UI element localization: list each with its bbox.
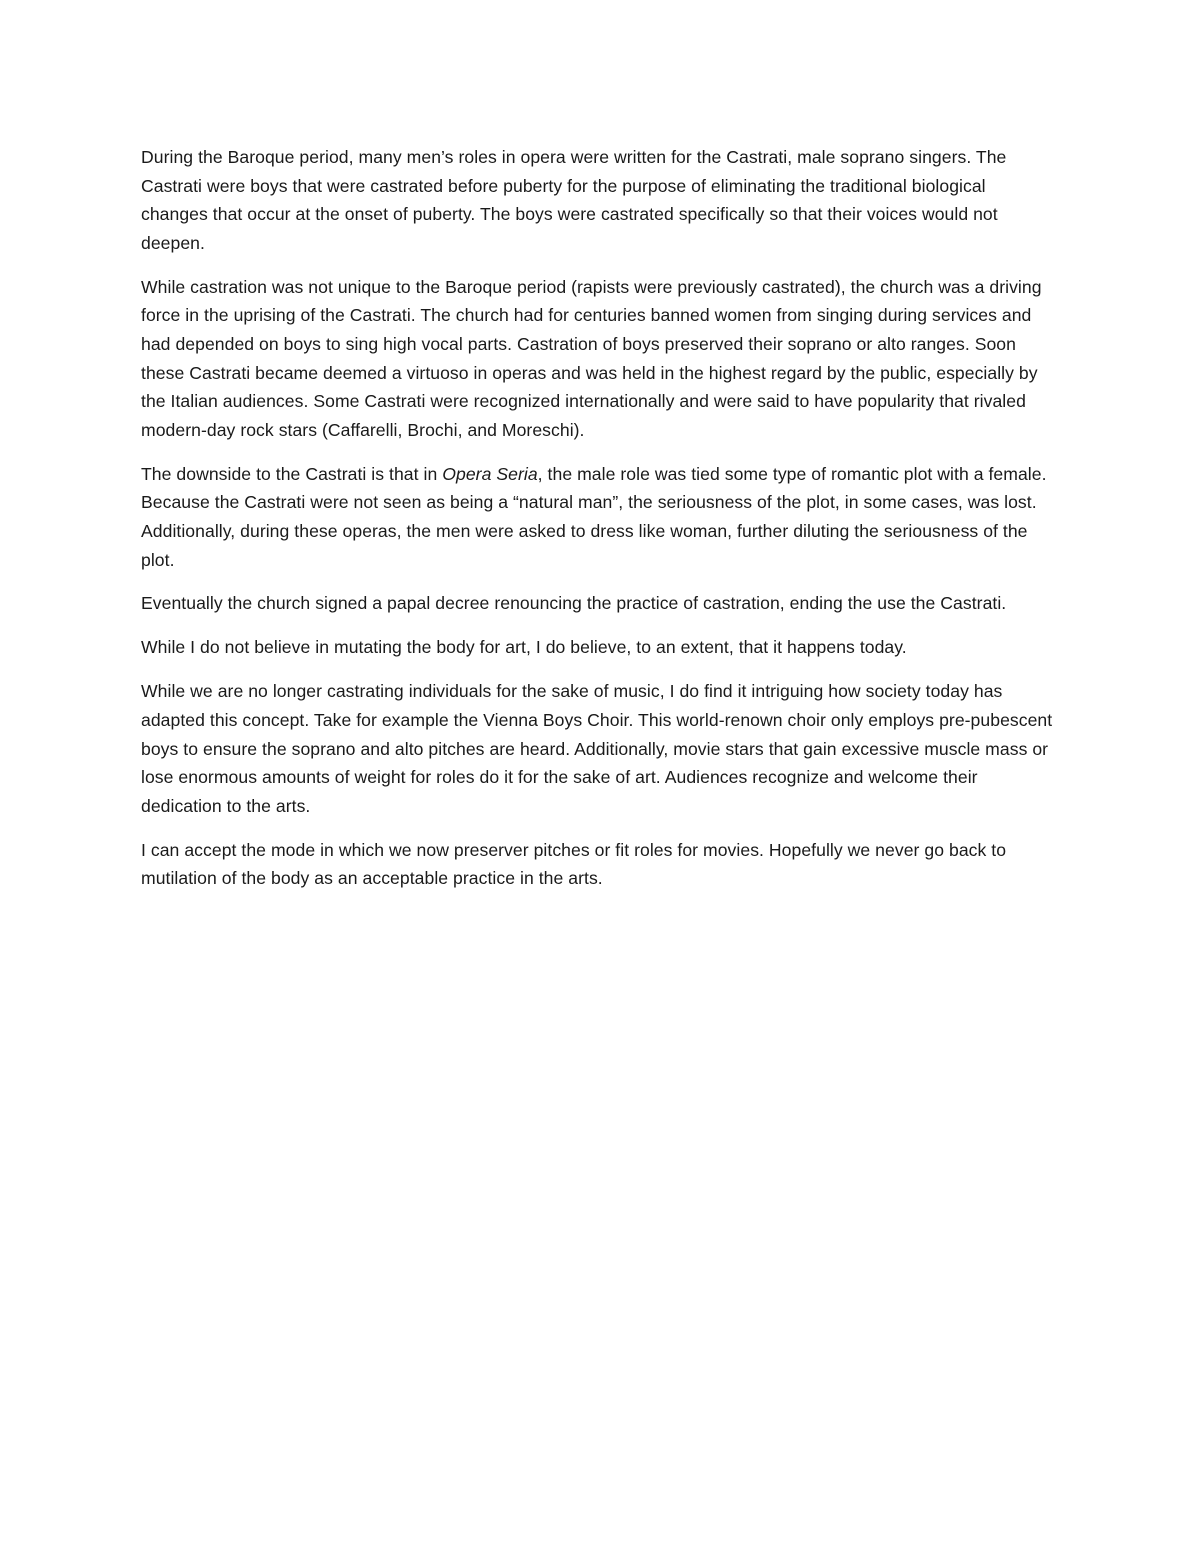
paragraph-mutating-body: While I do not believe in mutating the body for art, I do believe, to an extent, that it happens today. [141, 637, 907, 658]
paragraph-papal-decree: Eventually the church signed a papal decree renouncing the practice of castration, ending the use the Castrati. [141, 593, 1007, 614]
paragraph-downside [141, 460, 1056, 574]
paragraph-baroque-castrati: During the Baroque period, many men’s roles in opera were written for the Castrati, male soprano singers. The Castrati were boys that were castrated before puberty for the purpose of eliminating the traditional biological changes that occur at the onset of puberty. The boys were castrated specifically so that their voices would not deepen. [141, 147, 1007, 253]
paragraph-church-role: While castration was not unique to the Baroque period (rapists were previously castrated), the church was a driving force in the uprising of the Castrati. The church had for centuries banned women from singing during services and had depended on boys to sing high vocal parts. Castration of boys preserved their soprano or alto ranges. Soon these Castrati became deemed a virtuoso in operas and was held in the highest regard by the public, especially by the Italian audiences. Some Castrati were recognized internationally and were said to have popularity that rivaled modern-day rock stars (Caffarelli, Brochi, and Moreschi). [141, 276, 1042, 440]
paragraph-conclusion: I can accept the mode in which we now preserver pitches or fit roles for movies. Hopefully we never go back to mutilation of the body as an acceptable practice in the arts. [141, 839, 1007, 889]
document-body [141, 143, 1056, 908]
paragraph-modern-adaptation: While we are no longer castrating individuals for the sake of music, I do find it intriguing how society today has adapted this concept. Take for example the Vienna Boys Choir. This world-renown choir only employs pre-pubescent boys to ensure the soprano and alto pitches are heard. Additionally, movie stars that gain excessive muscle mass or lose enormous amounts of weight for roles do it for the sake of art. Audiences recognize and welcome their dedication to the arts. [141, 681, 1053, 816]
paragraph-downside-start: The downside to the Castrati is that in [141, 463, 443, 484]
paragraph-downside-end: , the male role was tied some type of romantic plot with a female. Because the Castrati were not seen as being a “natural man”, the seriousness of the plot, in some cases, was lost. Additionally, during these operas, the men were asked to dress like woman, further diluting the seriousness of the plot. [141, 463, 1047, 570]
opera-seria-term: Opera Seria [442, 463, 538, 484]
